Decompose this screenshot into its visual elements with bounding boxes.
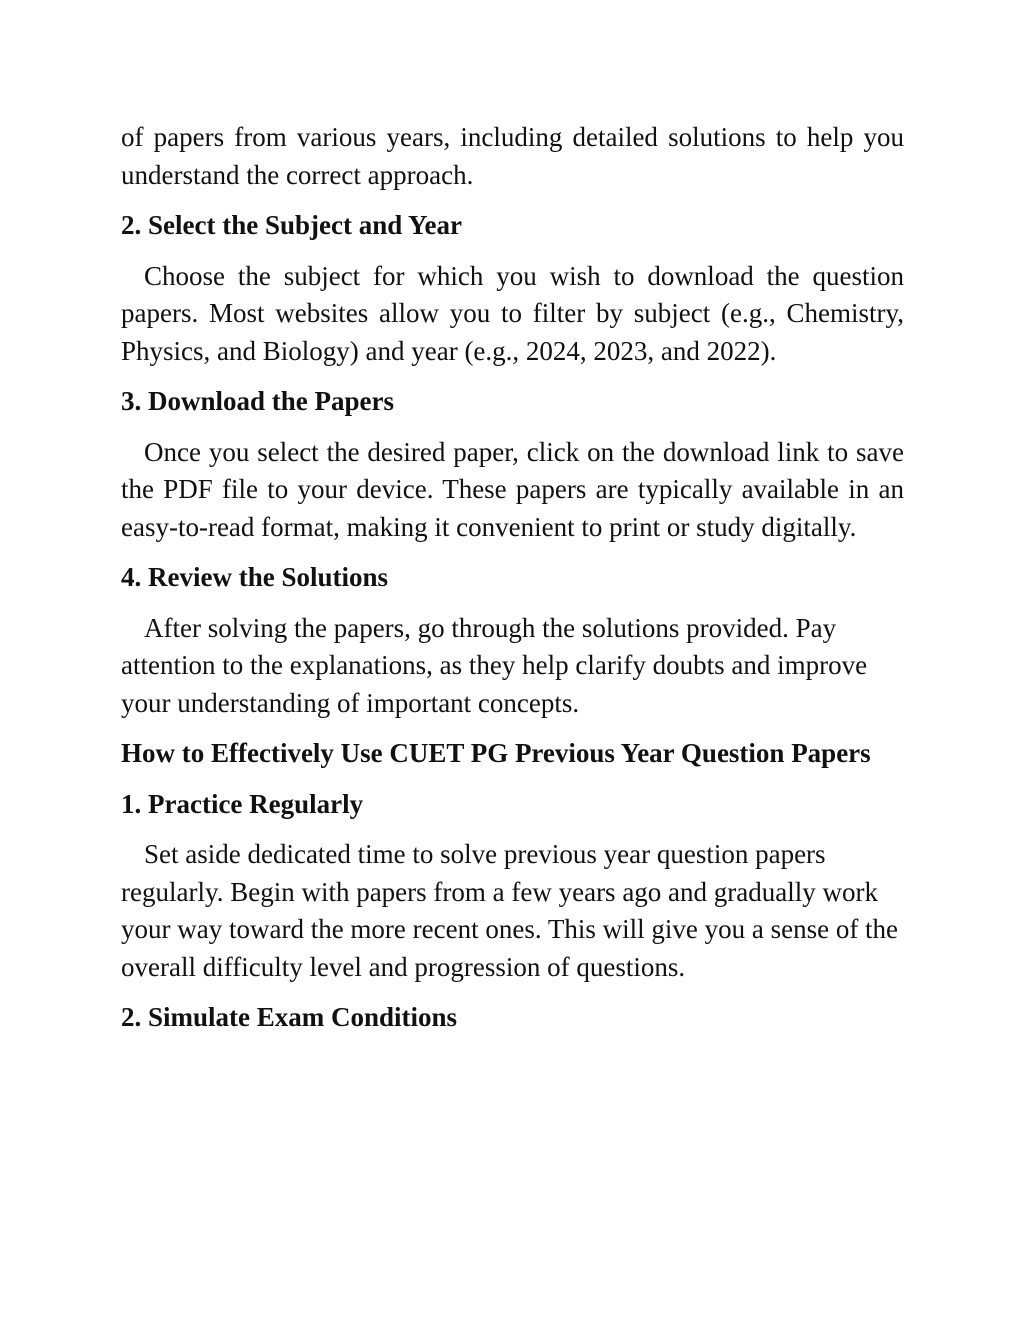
document-page [121,119,904,1037]
select-subject-paragraph: Choose the subject for which you wish to download the question papers. Most websites allow you to filter by subject (e.g., Chemistry, Physics, and Biology) and year (e.g., 2024, 2023, and 2022). [121,260,904,366]
heading-simulate-exam-conditions: 2. Simulate Exam Conditions [121,1002,458,1032]
review-solutions-paragraph: After solving the papers, go through the solutions provided. Pay attention to the explanations, as they help clarify doubts and improve your understanding of important concepts. [121,612,868,718]
heading-practice-regularly: 1. Practice Regularly [121,788,364,819]
heading-download-papers: 3. Download the Papers [121,386,395,416]
download-papers-paragraph: Once you select the desired paper, click on the download link to save the PDF file to your device. These papers are typically available in an easy-to-read format, making it convenient to print or study digitally. [121,436,904,542]
section-heading-effective-use: How to Effectively Use CUET PG Previous Year Question Papers [121,738,871,768]
practice-regularly-paragraph: Set aside dedicated time to solve previous year question papers regularly. Begin with papers from a few years ago and gradually work your way toward the more recent ones. This will give you a sense of the overall difficulty level and progression of questions. [121,839,899,982]
heading-review-solutions: 4. Review the Solutions [121,562,389,592]
heading-select-subject-year: 2. Select the Subject and Year [121,210,462,240]
intro-paragraph: of papers from various years, including detailed solutions to help you understand the correct approach. [121,122,904,190]
